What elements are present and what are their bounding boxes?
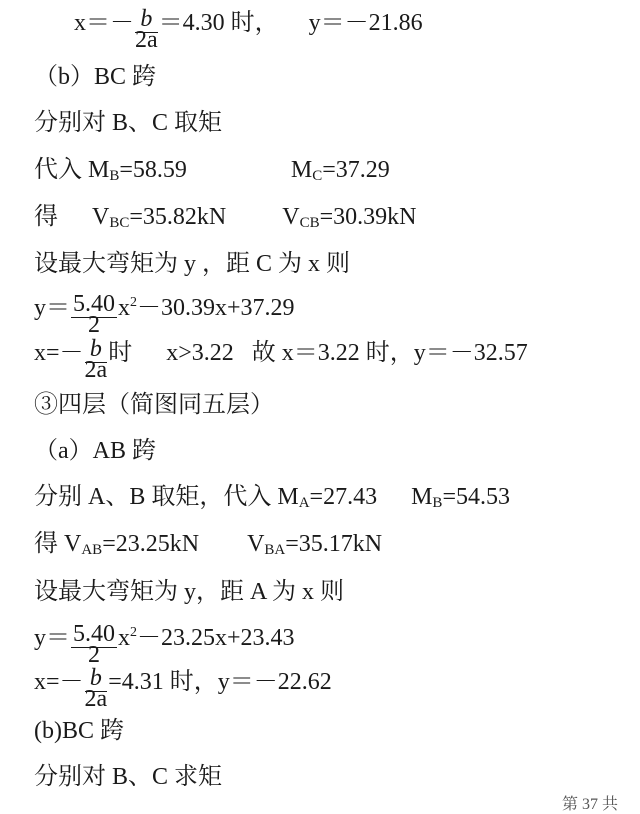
text: M — [411, 484, 433, 510]
fraction-numerator: 5.40 — [73, 620, 115, 647]
subscript: B — [432, 495, 443, 511]
superscript: 2 — [130, 295, 137, 310]
value: =23.25kN — [102, 531, 200, 557]
superscript: 2 — [130, 625, 137, 640]
fraction-denominator: 2a — [135, 27, 158, 53]
subscript: BC — [109, 215, 130, 231]
section-heading-bc-span: （b）BC 跨 — [34, 64, 157, 90]
text: V — [92, 204, 110, 230]
subscript: C — [312, 168, 323, 184]
fraction-numerator: b — [89, 336, 102, 362]
text: x=－ — [34, 340, 84, 367]
line-1-lhs: x＝－ — [74, 10, 134, 37]
subscript: A — [298, 495, 310, 511]
line-1-result-x: ＝4.30 时， — [158, 10, 279, 37]
text: M — [290, 157, 313, 183]
text: 得 — [34, 204, 58, 230]
value: =27.43 — [309, 484, 378, 510]
line-1 — [74, 6, 423, 53]
value: =54.53 — [442, 484, 510, 510]
text: x — [118, 295, 130, 321]
text: x>3.22 — [166, 340, 234, 367]
fraction-numerator: b — [140, 6, 153, 32]
text: V — [247, 531, 265, 557]
fraction-b-over-2a — [84, 665, 108, 712]
text: 故 x＝3.22 时，y＝－32.57 — [251, 340, 528, 367]
line-max-moment-def-a: 设最大弯矩为 y，距 A 为 x 则 — [34, 579, 345, 605]
text: 分别 A、B 取矩，代入 M — [34, 484, 299, 510]
subscript: AB — [81, 542, 103, 558]
fraction-b-over-2a — [135, 6, 158, 53]
text: 代入 M — [34, 157, 110, 183]
subscript: BA — [264, 542, 286, 558]
fraction-denominator: 2 — [88, 641, 100, 668]
value: =35.82kN — [129, 204, 227, 230]
line-shear-forces-bc — [34, 202, 416, 238]
page-footer-number: 第 37 共 — [561, 796, 618, 813]
section-heading-fourth-floor: ③四层（简图同五层） — [34, 392, 274, 418]
fraction-denominator: 2a — [84, 357, 108, 383]
fraction-numerator: b — [89, 665, 102, 691]
text: V — [282, 204, 300, 230]
value: =58.59 — [119, 157, 187, 183]
value: =30.39kN — [319, 204, 417, 230]
text: x — [118, 625, 130, 651]
line-substitute-moments — [34, 155, 390, 191]
text: 得 V — [34, 531, 82, 557]
subscript: CB — [299, 215, 320, 231]
line-max-moment-def-c: 设最大弯矩为 y ，距 C 为 x 则 — [34, 251, 351, 277]
subscript: B — [109, 168, 120, 184]
text: 时 — [108, 340, 133, 367]
text: －23.25x+23.43 — [137, 625, 295, 651]
fraction-numerator: 5.40 — [73, 290, 115, 317]
line-moment-equation-ab — [34, 618, 295, 668]
value: =37.29 — [322, 157, 390, 183]
line-substitute-moments-ab — [34, 482, 510, 518]
text: y＝ — [34, 295, 70, 321]
section-heading-ab-span: （a）AB 跨 — [34, 438, 156, 464]
text: x=－ — [34, 669, 84, 696]
line-moments-bc-2: 分别对 B、C 求矩 — [34, 764, 223, 790]
text: =4.31 时，y＝－22.62 — [108, 669, 332, 696]
line-x-solution-ab — [34, 665, 332, 712]
line-moment-equation-bc — [34, 288, 295, 338]
fraction-denominator: 2a — [84, 686, 108, 712]
line-1-result-y: y＝－21.86 — [308, 10, 423, 37]
text: －30.39x+37.29 — [137, 295, 295, 321]
section-heading-bc-span-2: (b)BC 跨 — [34, 718, 124, 744]
fraction-5.40-over-2 — [71, 290, 117, 338]
text: y＝ — [34, 625, 70, 651]
fraction-b-over-2a — [84, 336, 108, 383]
line-moments-bc: 分别对 B、C 取矩 — [34, 110, 223, 136]
fraction-5.40-over-2 — [71, 620, 117, 668]
line-x-solution-bc — [34, 336, 528, 383]
line-shear-forces-ab — [34, 529, 382, 565]
fraction-denominator: 2 — [88, 311, 100, 338]
value: =35.17kN — [285, 531, 383, 557]
